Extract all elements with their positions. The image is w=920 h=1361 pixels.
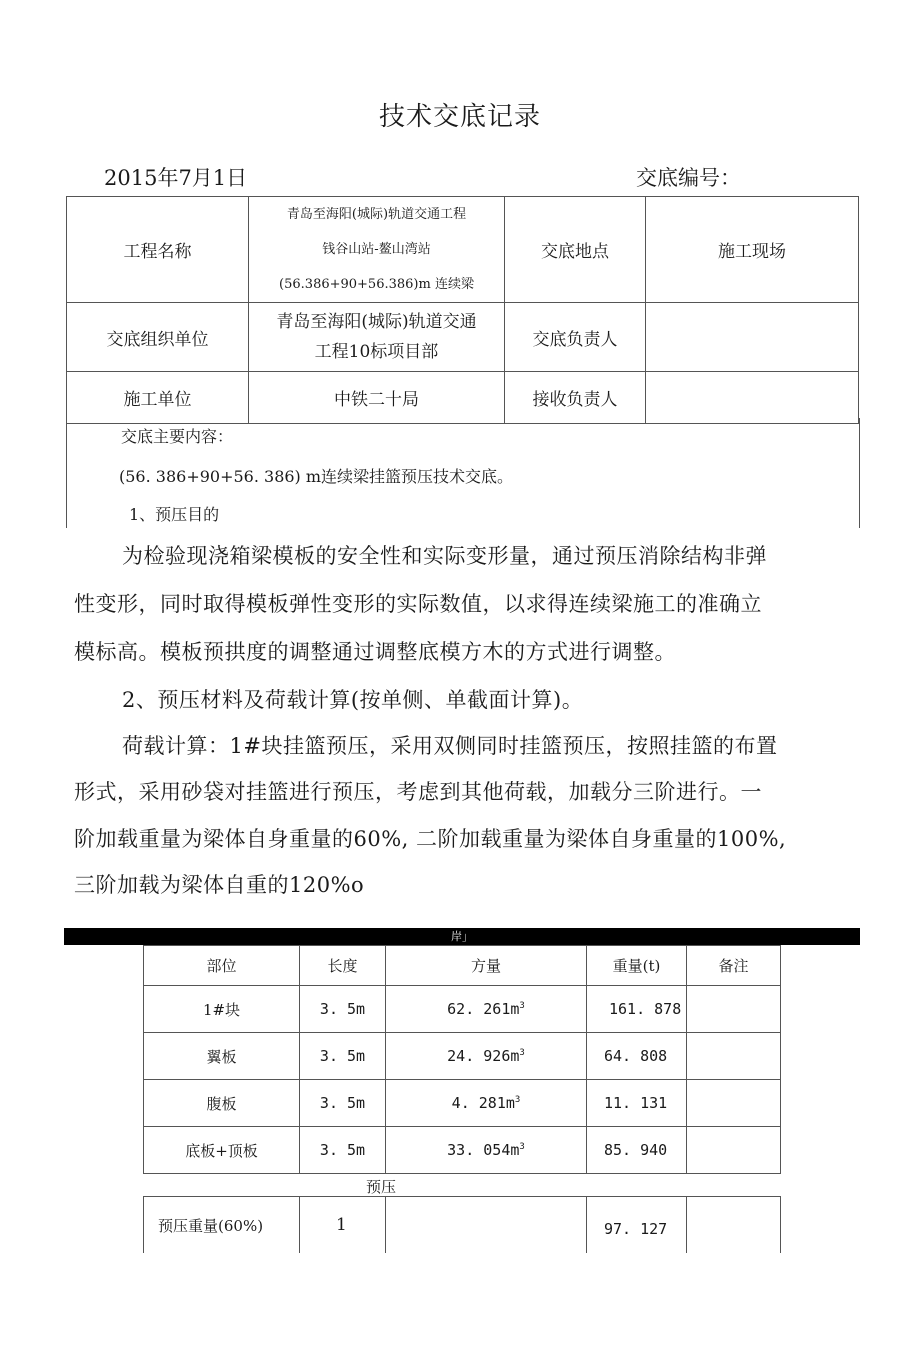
load-table	[143, 945, 781, 1174]
location-label: 交底地点	[505, 197, 646, 303]
row-part: 底板+顶板	[144, 1127, 300, 1174]
table-row	[144, 1080, 781, 1127]
info-table	[66, 196, 859, 424]
organizer-label: 交底组织单位	[67, 303, 249, 372]
row-weight: 11. 131	[587, 1080, 687, 1127]
project-name-value	[249, 197, 505, 303]
volume-unit-exponent: 3	[519, 1048, 525, 1058]
record-number-label: 交底编号：	[636, 166, 741, 190]
row-part: 1#块	[144, 986, 300, 1033]
volume-unit-exponent: 3	[519, 1142, 525, 1152]
preload-volume	[386, 1197, 587, 1254]
para-1-line-2: 性变形，同时取得模板弹性变形的实际数值，以求得连续梁施工的准确立	[74, 592, 762, 616]
organizer-value	[249, 303, 505, 372]
row-weight: 85. 940	[587, 1127, 687, 1174]
row-part: 翼板	[144, 1033, 300, 1080]
document-date: 2015年7月1日	[104, 166, 248, 190]
organizer-line-2: 工程10标项目部	[314, 342, 439, 362]
table-row	[144, 1033, 781, 1080]
info-row-project	[67, 197, 859, 303]
location-value: 施工现场	[646, 197, 859, 303]
header-part: 部位	[144, 946, 300, 986]
header-volume: 方量	[386, 946, 587, 986]
section-1-heading: 1、预压目的	[129, 505, 220, 524]
para-1-line-1: 为检验现浇箱梁模板的安全性和实际变形量，通过预压消除结构非弹	[122, 544, 767, 568]
row-length: 3. 5m	[300, 1080, 386, 1127]
preload-row	[144, 1197, 781, 1254]
preload-note	[687, 1197, 781, 1254]
table-row	[144, 1127, 781, 1174]
preload-caption: 预压	[366, 1178, 397, 1196]
volume-value: 24. 926m	[447, 1047, 520, 1065]
preload-value: 1	[300, 1197, 386, 1254]
responsible-value	[646, 303, 859, 372]
row-length: 3. 5m	[300, 986, 386, 1033]
row-note	[687, 1080, 781, 1127]
volume-unit-exponent: 3	[514, 1095, 521, 1105]
organizer-line-1: 青岛至海阳(城际)轨道交通	[276, 312, 477, 332]
document-title: 技术交底记录	[378, 102, 541, 132]
content-section	[66, 418, 860, 528]
para-2-line-1: 荷载计算：1#块挂篮预压，采用双侧同时挂篮预压，按照挂篮的布置	[122, 734, 778, 758]
row-volume	[386, 1127, 587, 1174]
header-note: 备注	[687, 946, 781, 986]
volume-value: 62. 261m	[447, 1000, 520, 1018]
header-weight: 重量(t)	[587, 946, 687, 986]
contractor-label: 施工单位	[67, 372, 249, 424]
row-weight: 161. 878	[587, 986, 687, 1033]
row-length: 3. 5m	[300, 1033, 386, 1080]
table-row	[144, 986, 781, 1033]
section-2-heading: 2、预压材料及荷载计算(按单侧、单截面计算)。	[122, 688, 584, 712]
table-header-bar: 岸」	[64, 928, 860, 945]
row-length: 3. 5m	[300, 1127, 386, 1174]
project-line-2: 钱谷山站-鳌山湾站	[322, 242, 431, 257]
info-row-contractor	[67, 372, 859, 424]
para-2-line-3: 阶加载重量为梁体自身重量的60%, 二阶加载重量为梁体自身重量的100%,	[74, 827, 787, 851]
preload-label: 预压重量(60%)	[144, 1197, 300, 1254]
row-note	[687, 1127, 781, 1174]
receiver-value	[646, 372, 859, 424]
receiver-label: 接收负责人	[505, 372, 646, 424]
responsible-label: 交底负责人	[505, 303, 646, 372]
project-name-label: 工程名称	[67, 197, 249, 303]
volume-value: 4. 281m	[451, 1094, 515, 1112]
content-subject: (56. 386+90+56. 386) m连续梁挂篮预压技术交底。	[119, 467, 514, 486]
row-volume	[386, 1033, 587, 1080]
content-heading: 交底主要内容：	[121, 427, 234, 446]
info-row-organizer	[67, 303, 859, 372]
volume-value: 33. 054m	[447, 1141, 520, 1159]
project-line-3: (56.386+90+56.386)m 连续梁	[279, 277, 474, 292]
row-volume	[386, 1080, 587, 1127]
row-weight: 64. 808	[587, 1033, 687, 1080]
row-note	[687, 1033, 781, 1080]
project-line-1: 青岛至海阳(城际)轨道交通工程	[286, 207, 467, 222]
header-length: 长度	[300, 946, 386, 986]
row-volume	[386, 986, 587, 1033]
row-part: 腹板	[144, 1080, 300, 1127]
preload-table	[143, 1196, 781, 1253]
para-2-line-2: 形式，采用砂袋对挂篮进行预压，考虑到其他荷载，加载分三阶进行。一	[74, 780, 762, 804]
preload-weight: 97. 127	[587, 1197, 687, 1254]
para-2-line-4: 三阶加载为梁体自重的120%o	[74, 873, 365, 897]
load-table-header	[144, 946, 781, 986]
para-1-line-3: 模标高。模板预拱度的调整通过调整底模方木的方式进行调整。	[74, 640, 676, 664]
row-note	[687, 986, 781, 1033]
contractor-value: 中铁二十局	[249, 372, 505, 424]
volume-unit-exponent: 3	[519, 1001, 525, 1011]
